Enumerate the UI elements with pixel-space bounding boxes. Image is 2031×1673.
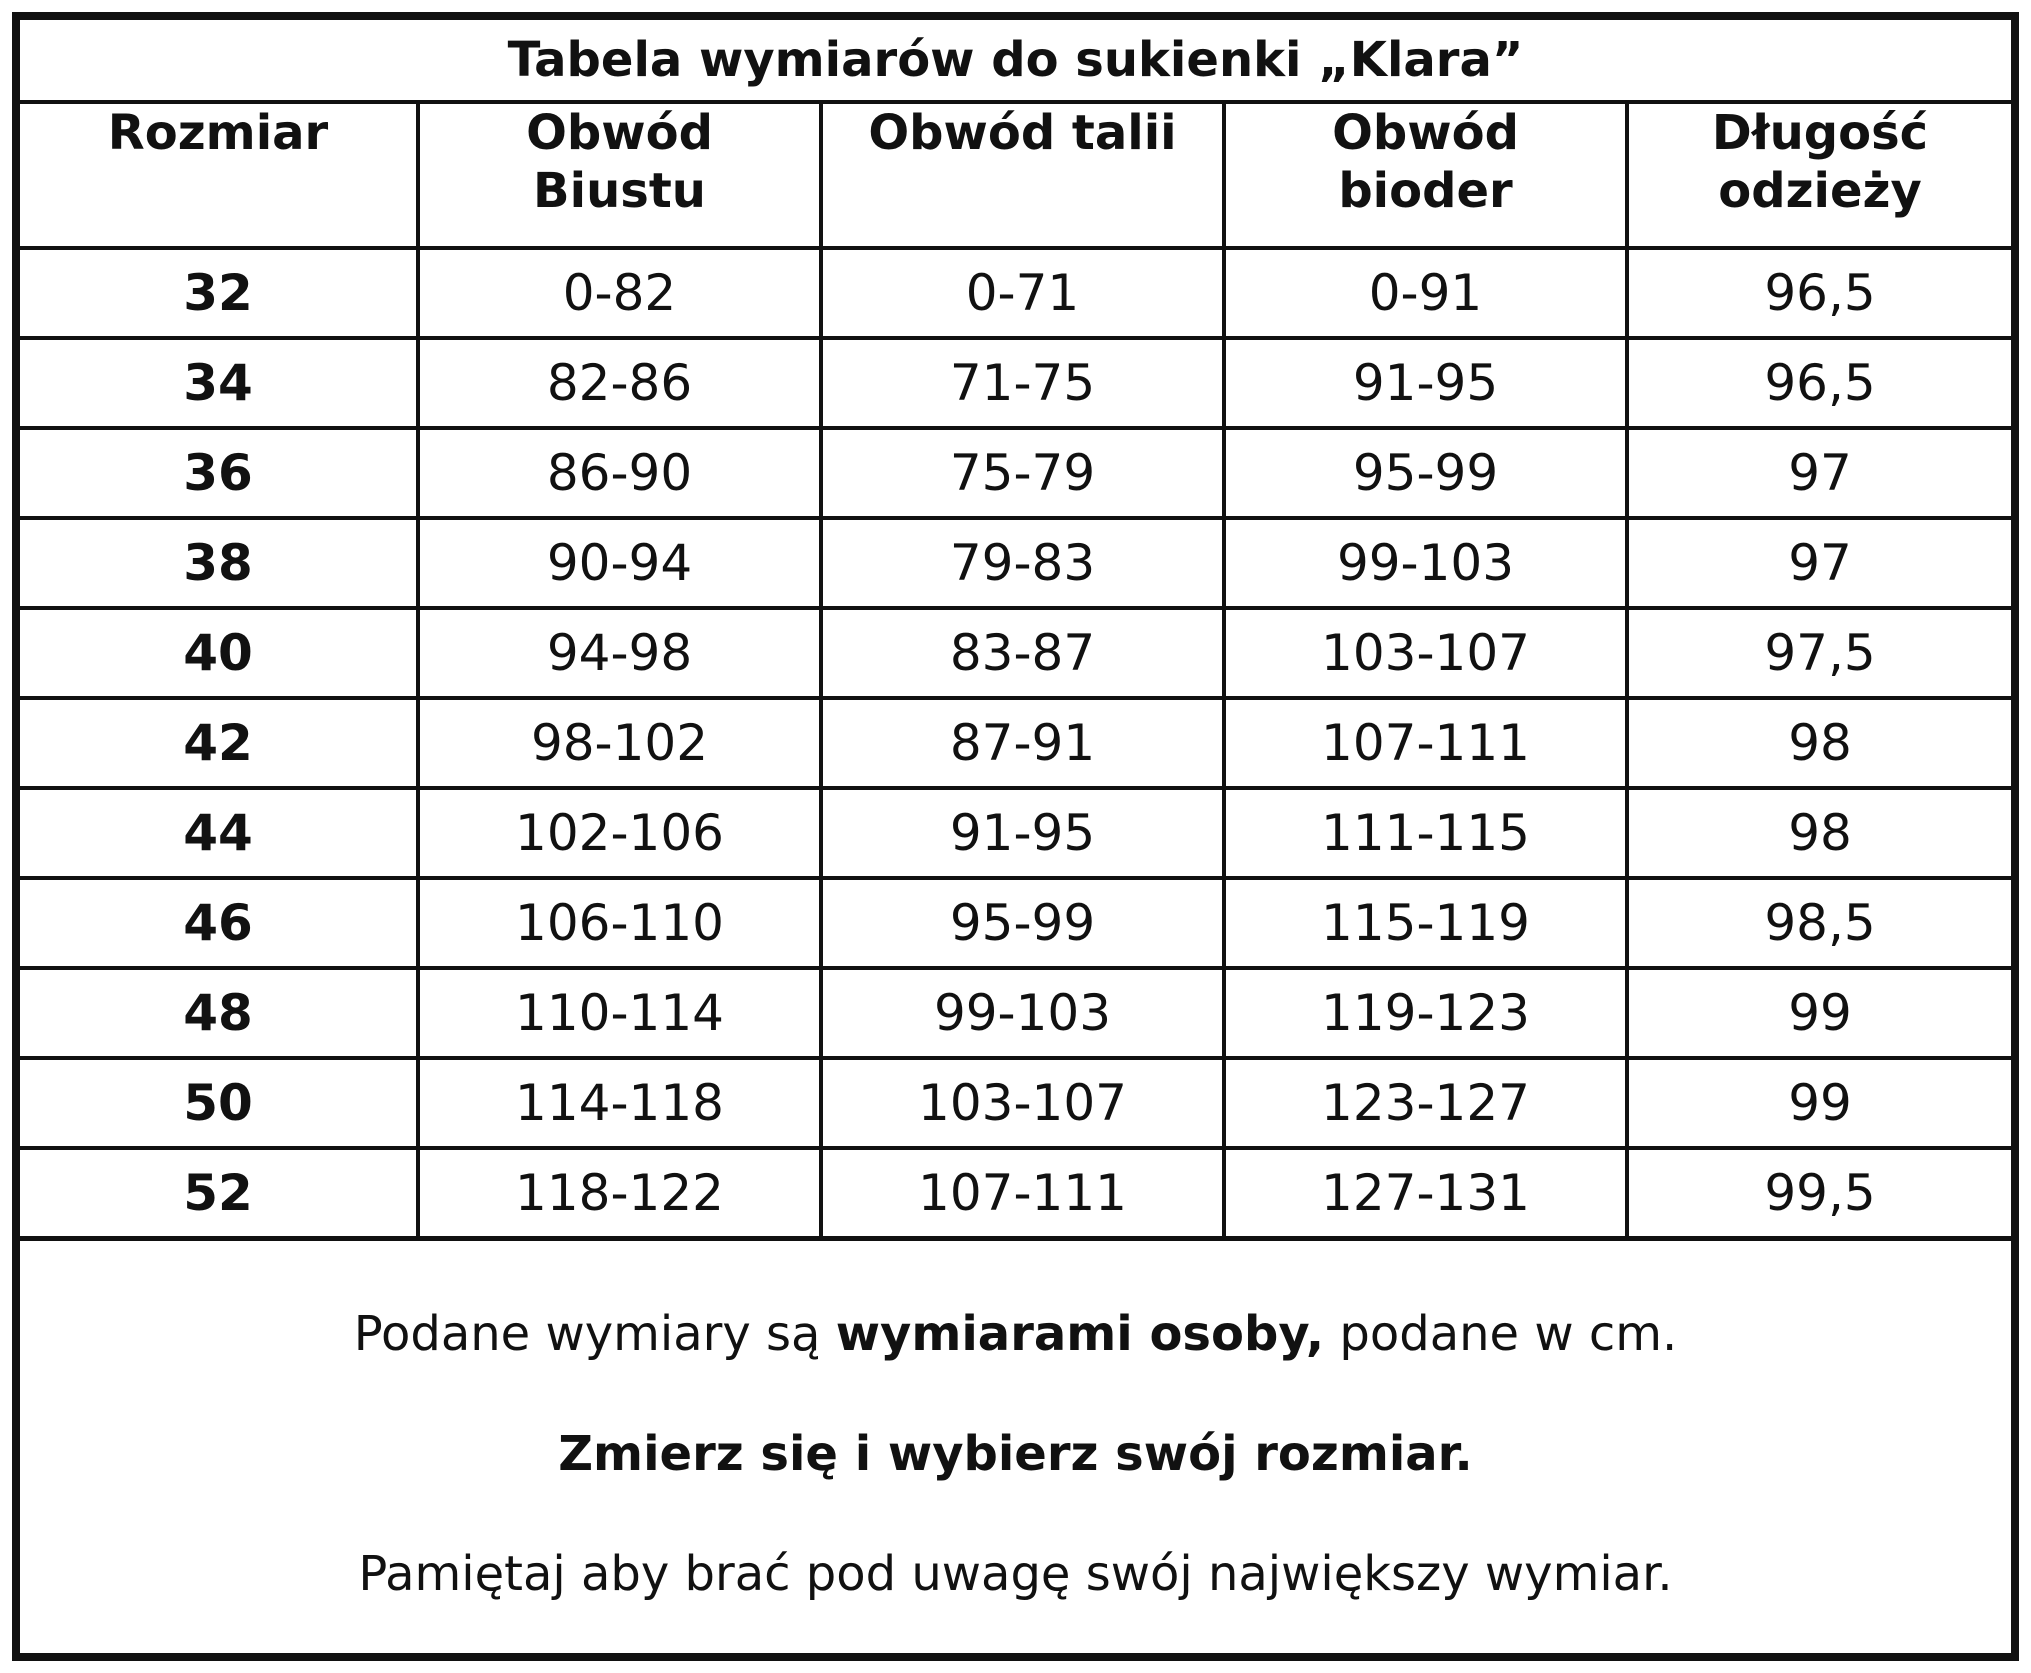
- length-cell: 96,5: [1627, 248, 2011, 338]
- size-cell: 48: [20, 968, 418, 1058]
- note-largest-dimension: Pamiętaj aby brać pod uwagę swój największy wymiar.: [358, 1546, 1673, 1602]
- waist-cell: 87-91: [821, 698, 1224, 788]
- bust-cell: 118-122: [418, 1148, 821, 1239]
- table-title: Tabela wymiarów do sukienki „Klara”: [20, 20, 2011, 102]
- column-header-bust: [418, 102, 821, 248]
- bust-cell: 114-118: [418, 1058, 821, 1148]
- length-cell: 98,5: [1627, 878, 2011, 968]
- column-header-line: Długość: [1711, 105, 1929, 161]
- table-title-row: [20, 20, 2011, 102]
- column-header-size: [20, 102, 418, 248]
- length-cell: 99,5: [1627, 1148, 2011, 1239]
- table-row: [20, 338, 2011, 428]
- waist-cell: 79-83: [821, 518, 1224, 608]
- column-header-line: Biustu: [533, 163, 706, 219]
- table-row: [20, 878, 2011, 968]
- hips-cell: 111-115: [1224, 788, 1627, 878]
- table-row: [20, 788, 2011, 878]
- table-row: [20, 968, 2011, 1058]
- table-row: [20, 518, 2011, 608]
- note-bold-text: wymiarami osoby,: [835, 1306, 1325, 1362]
- bust-cell: 86-90: [418, 428, 821, 518]
- waist-cell: 91-95: [821, 788, 1224, 878]
- hips-cell: 119-123: [1224, 968, 1627, 1058]
- size-cell: 38: [20, 518, 418, 608]
- length-cell: 97: [1627, 518, 2011, 608]
- size-table: [20, 20, 2011, 1241]
- hips-cell: 103-107: [1224, 608, 1627, 698]
- length-cell: 99: [1627, 968, 2011, 1058]
- column-header-line: Obwód: [526, 105, 713, 161]
- table-row: [20, 428, 2011, 518]
- waist-cell: 75-79: [821, 428, 1224, 518]
- note-text: podane w cm.: [1324, 1306, 1678, 1362]
- length-cell: 97: [1627, 428, 2011, 518]
- waist-cell: 99-103: [821, 968, 1224, 1058]
- column-header-hips: [1224, 102, 1627, 248]
- column-header-waist: [821, 102, 1224, 248]
- bust-cell: 102-106: [418, 788, 821, 878]
- size-cell: 34: [20, 338, 418, 428]
- bust-cell: 106-110: [418, 878, 821, 968]
- waist-cell: 103-107: [821, 1058, 1224, 1148]
- bust-cell: 98-102: [418, 698, 821, 788]
- hips-cell: 123-127: [1224, 1058, 1627, 1148]
- length-cell: 98: [1627, 788, 2011, 878]
- length-cell: 99: [1627, 1058, 2011, 1148]
- table-row: [20, 1148, 2011, 1239]
- table-row: [20, 608, 2011, 698]
- column-header-line: Obwód talii: [868, 105, 1177, 161]
- table-row: [20, 698, 2011, 788]
- table-row: [20, 1058, 2011, 1148]
- hips-cell: 0-91: [1224, 248, 1627, 338]
- hips-cell: 91-95: [1224, 338, 1627, 428]
- bust-cell: 94-98: [418, 608, 821, 698]
- waist-cell: 71-75: [821, 338, 1224, 428]
- size-cell: 36: [20, 428, 418, 518]
- note-text: Podane wymiary są: [353, 1306, 836, 1362]
- size-cell: 52: [20, 1148, 418, 1239]
- note-measurements: [20, 1305, 2011, 1363]
- size-chart-frame: [12, 12, 2019, 1661]
- bust-cell: 0-82: [418, 248, 821, 338]
- size-cell: 44: [20, 788, 418, 878]
- hips-cell: 99-103: [1224, 518, 1627, 608]
- hips-cell: 107-111: [1224, 698, 1627, 788]
- hips-cell: 115-119: [1224, 878, 1627, 968]
- column-header-line: odzieży: [1718, 163, 1922, 219]
- size-cell: 50: [20, 1058, 418, 1148]
- note-measure-yourself: Zmierz się i wybierz swój rozmiar.: [558, 1426, 1473, 1482]
- column-header-line: Rozmiar: [107, 105, 329, 161]
- hips-cell: 95-99: [1224, 428, 1627, 518]
- length-cell: 97,5: [1627, 608, 2011, 698]
- bust-cell: 90-94: [418, 518, 821, 608]
- size-cell: 32: [20, 248, 418, 338]
- length-cell: 96,5: [1627, 338, 2011, 428]
- size-cell: 46: [20, 878, 418, 968]
- bust-cell: 110-114: [418, 968, 821, 1058]
- column-header-length: [1627, 102, 2011, 248]
- waist-cell: 107-111: [821, 1148, 1224, 1239]
- length-cell: 98: [1627, 698, 2011, 788]
- column-header-line: Obwód: [1332, 105, 1519, 161]
- size-cell: 42: [20, 698, 418, 788]
- size-cell: 40: [20, 608, 418, 698]
- waist-cell: 0-71: [821, 248, 1224, 338]
- bust-cell: 82-86: [418, 338, 821, 428]
- waist-cell: 83-87: [821, 608, 1224, 698]
- header-row: [20, 102, 2011, 248]
- column-header-line: bioder: [1338, 163, 1513, 219]
- table-row: [20, 248, 2011, 338]
- waist-cell: 95-99: [821, 878, 1224, 968]
- hips-cell: 127-131: [1224, 1148, 1627, 1239]
